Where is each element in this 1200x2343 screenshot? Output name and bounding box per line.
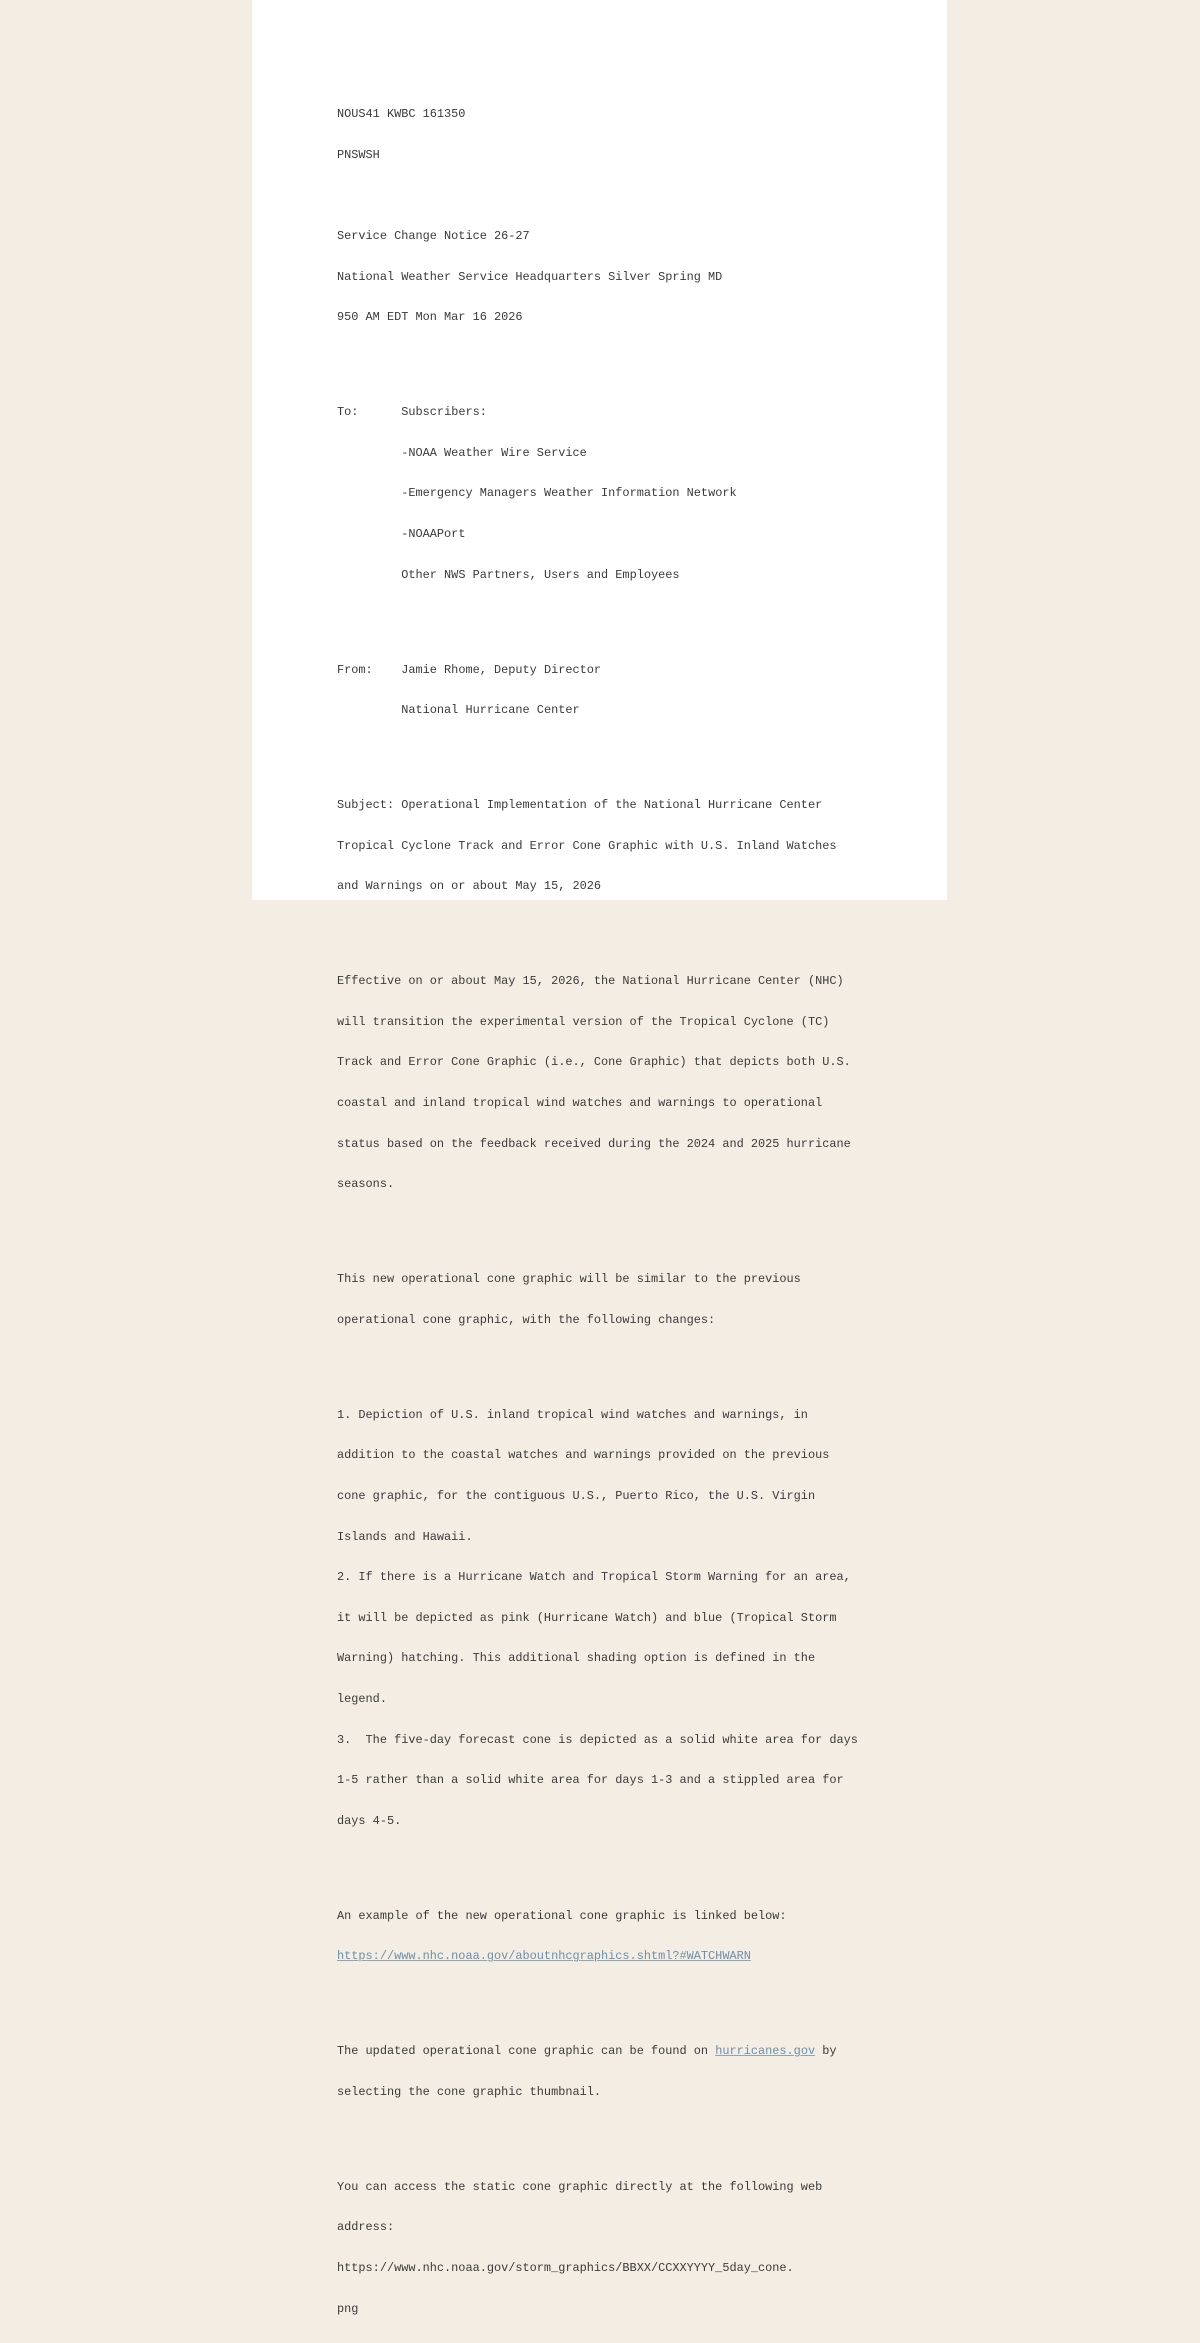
notice-text — [337, 81, 937, 2343]
paragraph-line: will transition the experimental version of the Tropical Cyclone (TC) — [337, 1014, 830, 1029]
awips-id: PNSWSH — [337, 147, 380, 162]
paragraph-line: operational cone graphic, with the following changes: — [337, 1312, 716, 1327]
from-line-1: National Hurricane Center — [401, 703, 580, 718]
example-text: An example of the new operational cone graphic is linked below: — [337, 1908, 787, 1923]
paragraph-line: This new operational cone graphic will be similar to the previous — [337, 1272, 801, 1287]
to-line-0: To: Subscribers: — [337, 405, 487, 420]
issue-time: 950 AM EDT Mon Mar 16 2026 — [337, 310, 523, 325]
access-line: You can access the static cone graphic directly at the following web — [337, 2179, 823, 2194]
change-line: Islands and Hawaii. — [337, 1529, 473, 1544]
paragraph-line: coastal and inland tropical wind watches and warnings to operational — [337, 1096, 823, 1111]
paragraph-line: status based on the feedback received during the 2024 and 2025 hurricane — [337, 1136, 851, 1151]
subject-line: Subject: Operational Implementation of the National Hurricane Center — [337, 797, 823, 812]
updated-line: The updated operational cone graphic can be found on hurricanes.gov by — [337, 2044, 837, 2059]
updated-line-2: selecting the cone graphic thumbnail. — [337, 2084, 602, 2099]
to-label: To: — [337, 405, 359, 420]
change-line: 3. The five-day forecast cone is depicted as a solid white area for days — [337, 1732, 858, 1747]
access-line: png — [337, 2301, 359, 2316]
notice-title: Service Change Notice 26-27 — [337, 229, 530, 244]
issuing-office: National Weather Service Headquarters Silver Spring MD — [337, 269, 723, 284]
to-line-1: -NOAA Weather Wire Service — [401, 445, 587, 460]
paragraph-line: Effective on or about May 15, 2026, the National Hurricane Center (NHC) — [337, 974, 844, 989]
from-label: From: — [337, 662, 373, 677]
to-line-2: -Emergency Managers Weather Information Network — [401, 486, 737, 501]
watchwarn-link[interactable]: https://www.nhc.noaa.gov/aboutnhcgraphics.shtml?#WATCHWARN — [337, 1949, 751, 1964]
change-line: it will be depicted as pink (Hurricane Watch) and blue (Tropical Storm — [337, 1610, 837, 1625]
change-line: days 4-5. — [337, 1814, 402, 1828]
change-line: 1-5 rather than a solid white area for days 1-3 and a stippled area for — [337, 1773, 844, 1788]
subject-line: and Warnings on or about May 15, 2026 — [337, 879, 602, 894]
change-line: legend. — [337, 1692, 387, 1707]
paragraph-line: seasons. — [337, 1177, 395, 1192]
change-line: 2. If there is a Hurricane Watch and Tropical Storm Warning for an area, — [337, 1570, 851, 1585]
paragraph-line: Track and Error Cone Graphic (i.e., Cone Graphic) that depicts both U.S. — [337, 1055, 851, 1070]
access-line: https://www.nhc.noaa.gov/storm_graphics/BBXX/CCXXYYYY_5day_cone. — [337, 2261, 794, 2276]
to-line-3: -NOAAPort — [401, 527, 466, 542]
change-line: cone graphic, for the contiguous U.S., Puerto Rico, the U.S. Virgin — [337, 1488, 816, 1503]
access-line: address: — [337, 2220, 395, 2235]
from-line-0: From: Jamie Rhome, Deputy Director — [337, 662, 602, 677]
document-page — [252, 0, 947, 2316]
change-line: 1. Depiction of U.S. inland tropical wind watches and warnings, in — [337, 1407, 808, 1422]
change-line: addition to the coastal watches and warnings provided on the previous — [337, 1448, 830, 1463]
to-line-4: Other NWS Partners, Users and Employees — [401, 567, 680, 582]
change-line: Warning) hatching. This additional shading option is defined in the — [337, 1651, 816, 1666]
hurricanes-gov-link[interactable]: hurricanes.gov — [715, 2044, 816, 2059]
subject-line: Tropical Cyclone Track and Error Cone Graphic with U.S. Inland Watches — [337, 838, 837, 853]
wmo-header: NOUS41 KWBC 161350 — [337, 107, 466, 122]
